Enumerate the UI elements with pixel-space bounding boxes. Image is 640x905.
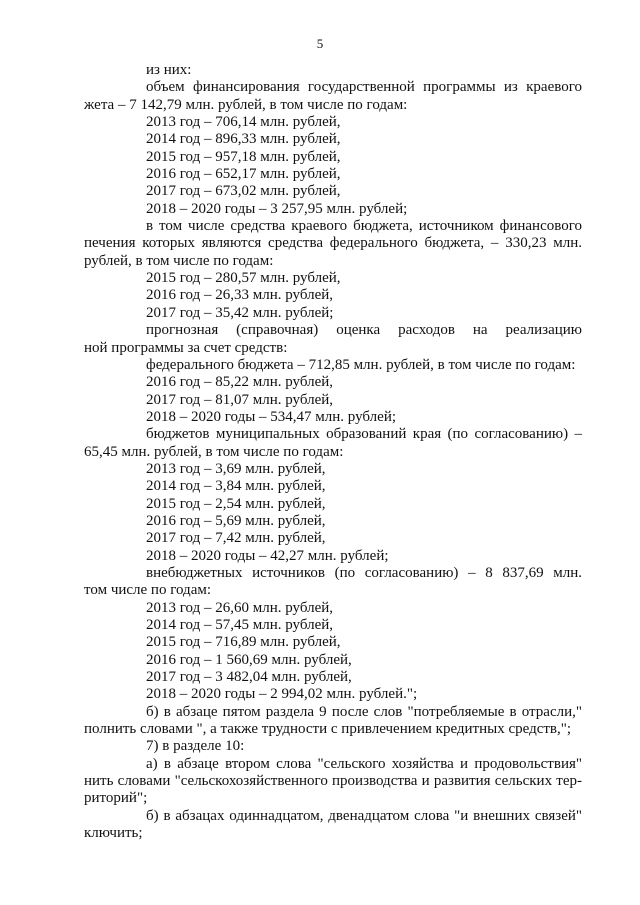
text-line: 2017 год – 7,42 млн. рублей, bbox=[146, 530, 326, 547]
text-line: внебюджетных источников (по согласованию) – 8 837,69 млн. bbox=[146, 564, 582, 581]
text-line: 2016 год – 5,69 млн. рублей, bbox=[146, 512, 326, 529]
text-line: прогнозная (справочная) оценка расходов на реализацию bbox=[146, 322, 582, 339]
text-line: объем финансирования государственной программы из краевого bbox=[146, 79, 582, 96]
text-line: 2015 год – 716,89 млн. рублей, bbox=[146, 634, 341, 651]
text-line: 2016 год – 26,33 млн. рублей, bbox=[146, 287, 334, 304]
text-line: полнить словами ", а также трудности с привлечением кредитных средств,"; bbox=[84, 721, 572, 738]
text-line: б) в абзацах одиннадцатом, двенадцатом слова "и внешних связей" bbox=[146, 807, 582, 824]
text-line: 2017 год – 35,42 млн. рублей; bbox=[146, 304, 334, 321]
text-line: 7) в разделе 10: bbox=[146, 738, 245, 755]
text-line: 2014 год – 3,84 млн. рублей, bbox=[146, 478, 326, 495]
text-line: из них: bbox=[146, 62, 192, 78]
text-line: 65,45 млн. рублей, в том числе по годам: bbox=[84, 443, 344, 460]
text-line: рублей, в том числе по годам: bbox=[84, 252, 274, 269]
text-line: 2017 год – 81,07 млн. рублей, bbox=[146, 391, 334, 408]
text-line: 2016 год – 1 560,69 млн. рублей, bbox=[146, 651, 352, 668]
text-line: 2013 год – 3,69 млн. рублей, bbox=[146, 460, 326, 477]
text-line: в том числе средства краевого бюджета, источником финансового bbox=[146, 218, 582, 235]
text-line: бюджетов муниципальных образований края (по согласованию) – bbox=[146, 426, 582, 443]
text-line: 2016 год – 652,17 млн. рублей, bbox=[146, 166, 341, 183]
text-line: а) в абзаце втором слова "сельского хозяйства и продовольствия" bbox=[146, 755, 582, 772]
text-line: 2015 год – 2,54 млн. рублей, bbox=[146, 495, 326, 512]
text-line: 2018 – 2020 годы – 3 257,95 млн. рублей; bbox=[146, 200, 408, 217]
text-line: нить словами "сельскохозяйственного производства и развития сельских тер- bbox=[84, 773, 582, 790]
text-line: 2017 год – 3 482,04 млн. рублей, bbox=[146, 669, 352, 686]
text-line: 2013 год – 706,14 млн. рублей, bbox=[146, 114, 341, 131]
text-line: 2015 год – 280,57 млн. рублей, bbox=[146, 270, 341, 287]
text-line: 2015 год – 957,18 млн. рублей, bbox=[146, 148, 341, 165]
text-line: печения которых являются средства федерального бюджета, – 330,23 млн. bbox=[84, 235, 582, 252]
page-number: 5 bbox=[316, 36, 324, 51]
text-line: 2018 – 2020 годы – 2 994,02 млн. рублей."; bbox=[146, 686, 418, 703]
text-line: 2013 год – 26,60 млн. рублей, bbox=[146, 599, 334, 616]
text-line: 2018 – 2020 годы – 42,27 млн. рублей; bbox=[146, 547, 389, 564]
text-line: жета – 7 142,79 млн. рублей, в том числе по годам: bbox=[84, 96, 408, 113]
text-line: риторий"; bbox=[84, 790, 148, 807]
text-line: 2014 год – 57,45 млн. рублей, bbox=[146, 617, 334, 633]
text-line: 2014 год – 896,33 млн. рублей, bbox=[146, 131, 341, 148]
text-line: 2016 год – 85,22 млн. рублей, bbox=[146, 374, 334, 391]
text-line: федерального бюджета – 712,85 млн. рублей, в том числе по годам: bbox=[146, 356, 576, 373]
text-line: 2018 – 2020 годы – 534,47 млн. рублей; bbox=[146, 408, 397, 425]
document-body bbox=[84, 62, 582, 842]
text-line: б) в абзаце пятом раздела 9 после слов "потребляемые в отрасли," bbox=[146, 703, 582, 720]
text-line: ной программы за счет средств: bbox=[84, 339, 288, 356]
text-line: том числе по годам: bbox=[84, 582, 212, 599]
text-line: ключить; bbox=[84, 825, 143, 842]
text-line: 2017 год – 673,02 млн. рублей, bbox=[146, 183, 341, 200]
